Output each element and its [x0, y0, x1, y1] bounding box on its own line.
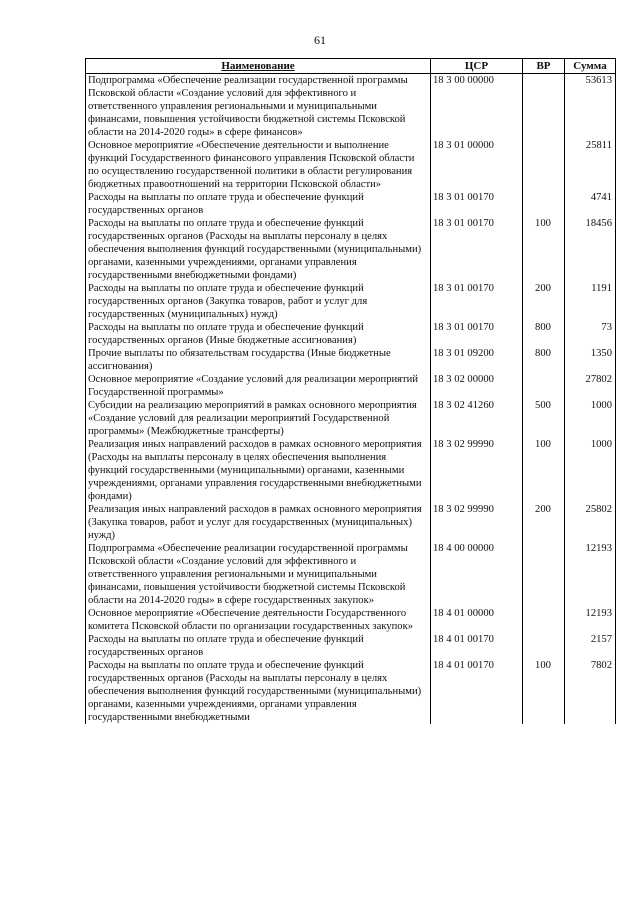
- header-csr: ЦСР: [431, 59, 523, 74]
- table-row: [86, 503, 616, 542]
- table-row: [86, 74, 616, 140]
- table-row: [86, 399, 616, 438]
- row-csr-cell: 18 3 02 00000: [431, 373, 523, 399]
- row-vr-cell: [523, 191, 565, 217]
- row-csr-cell: 18 4 01 00170: [431, 659, 523, 724]
- row-name-cell: Расходы на выплаты по оплате труда и обеспечение функций государственных органов (Закупка товаров, работ и услуг для государственных (муниципальных) нужд): [86, 282, 431, 321]
- row-sum-cell: 4741: [565, 191, 616, 217]
- row-sum-cell: 25811: [565, 139, 616, 191]
- page-number: 61: [314, 33, 326, 47]
- row-name-cell: Основное мероприятие «Обеспечение деятельности Государственного комитета Псковской области по организации государственных закупок»: [86, 607, 431, 633]
- row-csr-cell: 18 3 02 99990: [431, 503, 523, 542]
- row-name-cell: Расходы на выплаты по оплате труда и обеспечение функций государственных органов: [86, 191, 431, 217]
- row-csr-cell: 18 3 02 41260: [431, 399, 523, 438]
- row-sum-cell: 7802: [565, 659, 616, 724]
- row-csr-cell: 18 3 01 00170: [431, 282, 523, 321]
- row-name-cell: Подпрограмма «Обеспечение реализации государственной программы Псковской области «Создание условий для эффективного и ответственного управления региональными и муниципальными финансами, повышения устойчивости бюджетной системы Псковской области на 2014-2020 годы» в сфере финансов»: [86, 74, 431, 140]
- row-vr-cell: 800: [523, 321, 565, 347]
- row-name-cell: Основное мероприятие «Обеспечение деятельности и выполнение функций Государственного финансового управления Псковской области по осуществлению государственной политики в области регулирования бюджетных правоотношений на территории Псковской области»: [86, 139, 431, 191]
- table-row: [86, 321, 616, 347]
- row-vr-cell: 100: [523, 217, 565, 282]
- row-vr-cell: [523, 607, 565, 633]
- row-name-cell: Подпрограмма «Обеспечение реализации государственной программы Псковской области «Создание условий для эффективного и ответственного управления региональными и муниципальными финансами, повышения устойчивости бюджетной системы Псковской области на 2014-2020 годы» в сфере государственных закупок»: [86, 542, 431, 607]
- row-csr-cell: 18 3 01 00000: [431, 139, 523, 191]
- row-name-cell: Реализация иных направлений расходов в рамках основного мероприятия (Закупка товаров, работ и услуг для государственных (муниципальных) нужд): [86, 503, 431, 542]
- header-sum: Сумма: [565, 59, 616, 74]
- row-vr-cell: [523, 74, 565, 140]
- row-sum-cell: 1191: [565, 282, 616, 321]
- table-row: [86, 438, 616, 503]
- row-vr-cell: [523, 633, 565, 659]
- row-vr-cell: 500: [523, 399, 565, 438]
- table-row: [86, 659, 616, 724]
- row-sum-cell: 53613: [565, 74, 616, 140]
- row-sum-cell: 25802: [565, 503, 616, 542]
- table-row: [86, 373, 616, 399]
- row-csr-cell: 18 4 01 00170: [431, 633, 523, 659]
- row-csr-cell: 18 4 01 00000: [431, 607, 523, 633]
- row-sum-cell: 18456: [565, 217, 616, 282]
- row-name-cell: Расходы на выплаты по оплате труда и обеспечение функций государственных органов (Расходы на выплаты персоналу в целях обеспечения выполнения функций государственными (муниципальными) органами, казенными учреждениями, органами управления государственными внебюджетными: [86, 659, 431, 724]
- row-sum-cell: 1350: [565, 347, 616, 373]
- row-csr-cell: 18 3 01 09200: [431, 347, 523, 373]
- row-csr-cell: 18 3 00 00000: [431, 74, 523, 140]
- table-body: [86, 74, 616, 725]
- row-vr-cell: 200: [523, 282, 565, 321]
- table-row: [86, 607, 616, 633]
- row-name-cell: Расходы на выплаты по оплате труда и обеспечение функций государственных органов: [86, 633, 431, 659]
- table-row: [86, 191, 616, 217]
- row-name-cell: Прочие выплаты по обязательствам государства (Иные бюджетные ассигнования): [86, 347, 431, 373]
- row-name-cell: Расходы на выплаты по оплате труда и обеспечение функций государственных органов (Расходы на выплаты персоналу в целях обеспечения выполнения функций государственными (муниципальными) органами, казенными учреждениями, органами управления государственными внебюджетными фондами): [86, 217, 431, 282]
- table-row: [86, 347, 616, 373]
- table-row: [86, 282, 616, 321]
- budget-table: [85, 58, 616, 724]
- row-csr-cell: 18 4 00 00000: [431, 542, 523, 607]
- header-name: Наименование: [86, 59, 431, 74]
- row-vr-cell: 200: [523, 503, 565, 542]
- row-csr-cell: 18 3 01 00170: [431, 321, 523, 347]
- row-sum-cell: 1000: [565, 399, 616, 438]
- row-vr-cell: [523, 542, 565, 607]
- row-csr-cell: 18 3 01 00170: [431, 217, 523, 282]
- row-csr-cell: 18 3 02 99990: [431, 438, 523, 503]
- table-row: [86, 633, 616, 659]
- row-sum-cell: 2157: [565, 633, 616, 659]
- row-sum-cell: 12193: [565, 542, 616, 607]
- row-csr-cell: 18 3 01 00170: [431, 191, 523, 217]
- row-vr-cell: [523, 139, 565, 191]
- row-vr-cell: [523, 373, 565, 399]
- table-row: [86, 542, 616, 607]
- row-name-cell: Расходы на выплаты по оплате труда и обеспечение функций государственных органов (Иные бюджетные ассигнования): [86, 321, 431, 347]
- row-sum-cell: 1000: [565, 438, 616, 503]
- row-vr-cell: 800: [523, 347, 565, 373]
- row-sum-cell: 12193: [565, 607, 616, 633]
- table-row: [86, 217, 616, 282]
- row-name-cell: Основное мероприятие «Создание условий для реализации мероприятий Государственной программы»: [86, 373, 431, 399]
- row-name-cell: Реализация иных направлений расходов в рамках основного мероприятия (Расходы на выплаты персоналу в целях обеспечения выполнения функций государственными (муниципальными) органами, казенными учреждениями, органами управления государственными внебюджетными фондами): [86, 438, 431, 503]
- row-vr-cell: 100: [523, 659, 565, 724]
- row-sum-cell: 27802: [565, 373, 616, 399]
- table-header-row: [86, 59, 616, 74]
- row-sum-cell: 73: [565, 321, 616, 347]
- row-name-cell: Субсидии на реализацию мероприятий в рамках основного мероприятия «Создание условий для реализации мероприятий Государственной программы» (Межбюджетные трансферты): [86, 399, 431, 438]
- row-vr-cell: 100: [523, 438, 565, 503]
- header-vr: ВР: [523, 59, 565, 74]
- table-row: [86, 139, 616, 191]
